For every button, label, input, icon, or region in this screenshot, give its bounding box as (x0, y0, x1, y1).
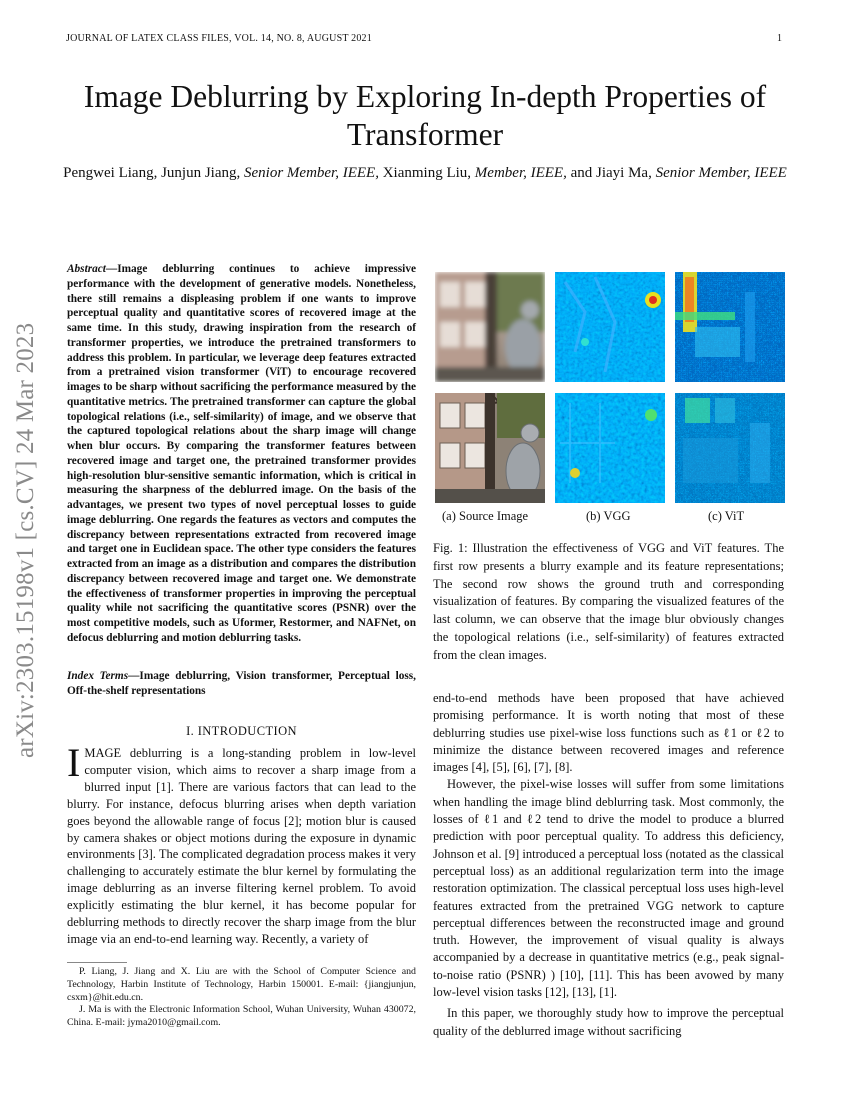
abstract-lead: Abstract (67, 263, 106, 275)
footnote-1: P. Liang, J. Jiang and X. Liu are with the School of Computer Science and Technology, Harbin Institute of Technology, Harbin 150001. E-mail: {jiangjunjun, csxm}@hit.edu.cn. (67, 966, 416, 1003)
panel-source-sharp (435, 393, 545, 503)
intro-text: MAGE deblurring is a long-standing problem in low-level computer vision, which aims to recover a sharp image from a blurred input [1]. There are various factors that can lead to the blurry. For instance, defocus blurring arises when depth variation goes beyond the allowable range of focus [2]; motion blur is caused by camera shakes or object motions during the exposure in dynamic environments [3]. The complicated degradation process makes it very challenging to accurately estimate the blur kernel by formulating the image deblurring as an inverse filtering kernel problem. To avoid explicitly estimating the blur kernel, it has become popular for deblurring methods to directly recover the sharp image from the blur image via an end-to-end learning way. Recently, a variety of (67, 746, 416, 946)
body-paragraph-2: However, the pixel-wise losses will suffer from some limitations when handling the image blind deblurring task. Most commonly, the losses of ℓ1 and ℓ2 tend to drive the model to produce a blurred prediction with poor perceptual quality. To address this deficiency, Johnson et al. [9] introduced a perceptual loss (notated as the classical perceptual loss) as an additional regularization term into the image restoration optimization. The classical perceptual loss uses high-level features extracted from the pretrained VGG network to capture perceptual differences between the reconstructed image and ground truth. However, the improvement of visual quality is always accompanied by a decrease in quantitative metrics (e.g., peak signal-to-noise ratio (PSNR) ) [10], [11]. This has been avowed by many low-level vision tasks [12], [13], [1]. (433, 777, 784, 1000)
author-1: Pengwei Liang, Junjun Jiang, (63, 165, 244, 181)
author-3: and Jiayi Ma, (566, 165, 656, 181)
sublabel-vit: (c) ViT (708, 509, 745, 523)
panel-vgg-sharp (555, 393, 665, 503)
author-list (60, 163, 790, 183)
arxiv-id: arXiv:2303.15198v1 [cs.CV] 24 Mar 2023 (12, 322, 39, 758)
sublabel-vgg: (b) VGG (586, 509, 631, 523)
sublabel-source: (a) Source Image (442, 509, 529, 523)
running-header: JOURNAL OF LATEX CLASS FILES, VOL. 14, NO. 8, AUGUST 2021 (66, 33, 372, 44)
panel-vit-sharp (675, 393, 785, 503)
section-heading (67, 724, 416, 739)
body-paragraph-3: In this paper, we thoroughly study how to improve the perceptual quality of the deblurred image without sacrificing (433, 1006, 784, 1038)
section-number: I. (186, 724, 195, 738)
footnote-rule (67, 962, 127, 963)
author-2: Xianming Liu, (378, 165, 475, 181)
author-3-role: Senior Member, IEEE (655, 165, 787, 181)
panel-vgg-blurry (555, 272, 665, 382)
abstract-text: —Image deblurring continues to achieve impressive performance with the development of generative models. Nonetheless, there still remains a displeasing problem if one wants to improve perceptual quality and quantitative scores of recovered image at the same time. In this study, drawing inspiration from the research of transformer properties, we introduce the pretrained transformers to address this problem. In particular, we leverage deep features extracted from a pretrained vision transformer (ViT) to encourage recovered images to be sharp without sacrificing the performance measured by the quantitative metrics. The pretrained transformer can capture the global topological relations (i.e., self-similarity) of image, and we observe that the captured topological relations about the sharp image will change when blur occurs. By comparing the transformer features between recovered image and target one, the pretrained transformer provides high-resolution blur-sensitive semantic information, which is critical in measuring the sharpness of the deblurred image. On the basis of the advantages, we present two types of novel perceptual losses to guide image deblurring. One regards the features as vectors and computes the discrepancy between representations extracted from recovered image and target one in Euclidean space. The other type considers the features extracted from an image as a distribution and compares the distribution discrepancy between recovered image and target one. We demonstrate the effectiveness of transformer properties in improving the perceptual quality while not sacrificing the quantitative scores (PSNR) over the most competitive models, such as Uformer, Restormer, and NAFNet, on defocus deblurring and motion deblurring tasks. (67, 263, 416, 644)
index-terms-lead: Index Terms (67, 670, 129, 682)
paper-title: Image Deblurring by Exploring In-depth Properties of Transformer (83, 79, 767, 152)
author-2-role: Member, IEEE, (474, 165, 567, 181)
index-terms (67, 669, 416, 699)
panel-source-blurry (435, 272, 545, 382)
right-column-body (433, 690, 784, 1040)
dropcap: I (67, 740, 81, 785)
index-terms-text: —Image deblurring, Vision transformer, Perceptual loss, Off-the-shelf representations (67, 670, 416, 697)
arxiv-stamp (4, 290, 54, 790)
section-title: INTRODUCTION (197, 724, 297, 738)
panel-vit-blurry (675, 272, 785, 382)
body-paragraph-1: end-to-end methods have been proposed that have achieved promising performance. It is worth noting that most of these deblurring studies use pixel-wise loss functions such as ℓ1 or ℓ2 to minimize the distance between recovered images and reference images [4], [5], [6], [7], [8]. (433, 691, 784, 775)
author-1-role: Senior Member, IEEE, (244, 165, 379, 181)
footnotes (67, 966, 416, 1030)
abstract (67, 262, 416, 646)
page-number: 1 (777, 33, 782, 44)
footnote-2: J. Ma is with the Electronic Information School, Wuhan University, Wuhan 430072, China. E-mail: jyma2010@gmail.com. (67, 1004, 416, 1029)
figure-caption: Fig. 1: Illustration the effectiveness of VGG and ViT features. The first row presents a blurry example and its feature representations; The second row shows the ground truth and corresponding visualization of features. By comparing the visualized features of the last column, we can observe that the image blur obviously changes the topological relations (i.e., self-similarity) of features extracted from the clean images. (433, 541, 784, 662)
intro-paragraph (67, 740, 416, 948)
